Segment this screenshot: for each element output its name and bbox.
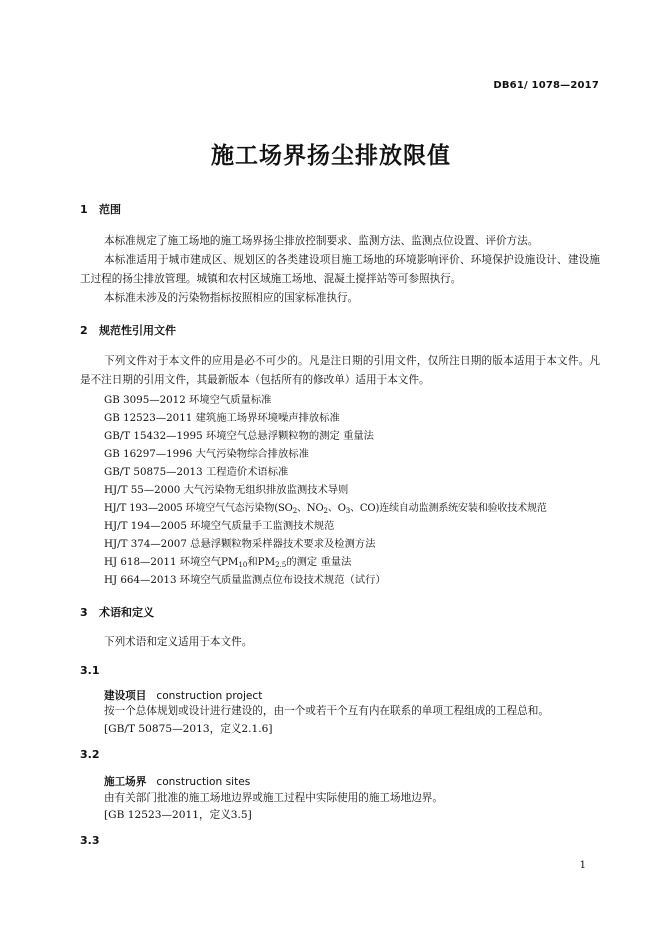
reference-item: HJ/T 193—2005 环境空气气态污染物($SO_2$、$NO_2$、$O_3$、CO)连续自动监测系统安装和验收技术规范	[104, 503, 547, 515]
reference-item: GB 16297—1996 大气污染物综合排放标准	[104, 448, 309, 460]
reference-item: GB/T 50875—2013 工程造价术语标准	[104, 466, 289, 478]
section-number: 1	[80, 203, 88, 216]
reference-item: GB 12523—2011 建筑施工场界环境噪声排放标准	[104, 412, 340, 424]
section-3-heading	[80, 604, 154, 620]
section-title: 规范性引用文件	[99, 324, 176, 337]
term-name	[104, 688, 262, 703]
s2-intro: 下列文件对于本文件的应用是必不可少的。凡是注日期的引用文件，仅所注日期的版本适用于本文件。凡是不注日期的引用文件，其最新版本（包括所有的修改单）适用于本文件。	[80, 355, 600, 386]
section-1-heading	[80, 201, 121, 217]
term-source: [GB 12523—2011，定义3.5]	[104, 809, 252, 821]
term-number: 3.3	[80, 834, 100, 847]
term-number: 3.2	[80, 748, 100, 761]
term-definition: 由有关部门批准的施工场地边界或施工过程中实际使用的施工场地边界。	[104, 792, 443, 804]
s1-paragraph-3: 本标准未涉及的污染物指标按照相应的国家标准执行。	[104, 292, 359, 304]
reference-item: GB/T 15432—1995 环境空气总悬浮颗粒物的测定 重量法	[104, 430, 374, 442]
section-title: 术语和定义	[99, 606, 154, 619]
term-source: [GB/T 50875—2013，定义2.1.6]	[104, 723, 273, 735]
section-2-heading	[80, 322, 176, 338]
reference-item: HJ 664—2013 环境空气质量监测点位布设技术规范（试行）	[104, 574, 386, 586]
s1-paragraph-1: 本标准规定了施工场地的施工场界扬尘排放控制要求、监测方法、监测点位设置、评价方法。	[104, 235, 539, 247]
s1-paragraph-2: 本标准适用于城市建成区、规划区的各类建设项目施工场地的环境影响评价、环境保护设施设计、建设施工过程的扬尘排放管理。城镇和农村区域施工场地、混凝土搅拌站等可参照执行。	[80, 254, 600, 285]
term-name	[104, 774, 250, 789]
standard-code: DB61/ 1078—2017	[493, 80, 599, 91]
reference-item: GB 3095—2012 环境空气质量标准	[104, 394, 272, 406]
page-number: 1	[579, 860, 586, 871]
section-number: 3	[80, 606, 88, 619]
reference-item: HJ/T 194—2005 环境空气质量手工监测技术规范	[104, 520, 335, 532]
reference-item: HJ 618—2011 环境空气$PM_{10}$和$PM_{2.5}$的测定 重量法	[104, 556, 352, 569]
term-definition: 按一个总体规划或设计进行建设的，由一个或若干个互有内在联系的单项工程组成的工程总和。	[104, 705, 549, 717]
term-name-en: construction sites	[156, 776, 251, 788]
section-number: 2	[80, 324, 88, 337]
term-number: 3.1	[80, 664, 100, 677]
term-name-cn: 建设项目	[104, 690, 147, 702]
reference-item: HJ/T 374—2007 总悬浮颗粒物采样器技术要求及检测方法	[104, 538, 376, 550]
term-name-cn: 施工场界	[104, 776, 147, 788]
page-title: 施工场界扬尘排放限值	[211, 143, 451, 169]
s3-intro: 下列术语和定义适用于本文件。	[104, 636, 253, 648]
section-title: 范围	[99, 203, 121, 216]
reference-item: HJ/T 55—2000 大气污染物无组织排放监测技术导则	[104, 484, 349, 496]
term-name-en: construction project	[156, 690, 263, 702]
